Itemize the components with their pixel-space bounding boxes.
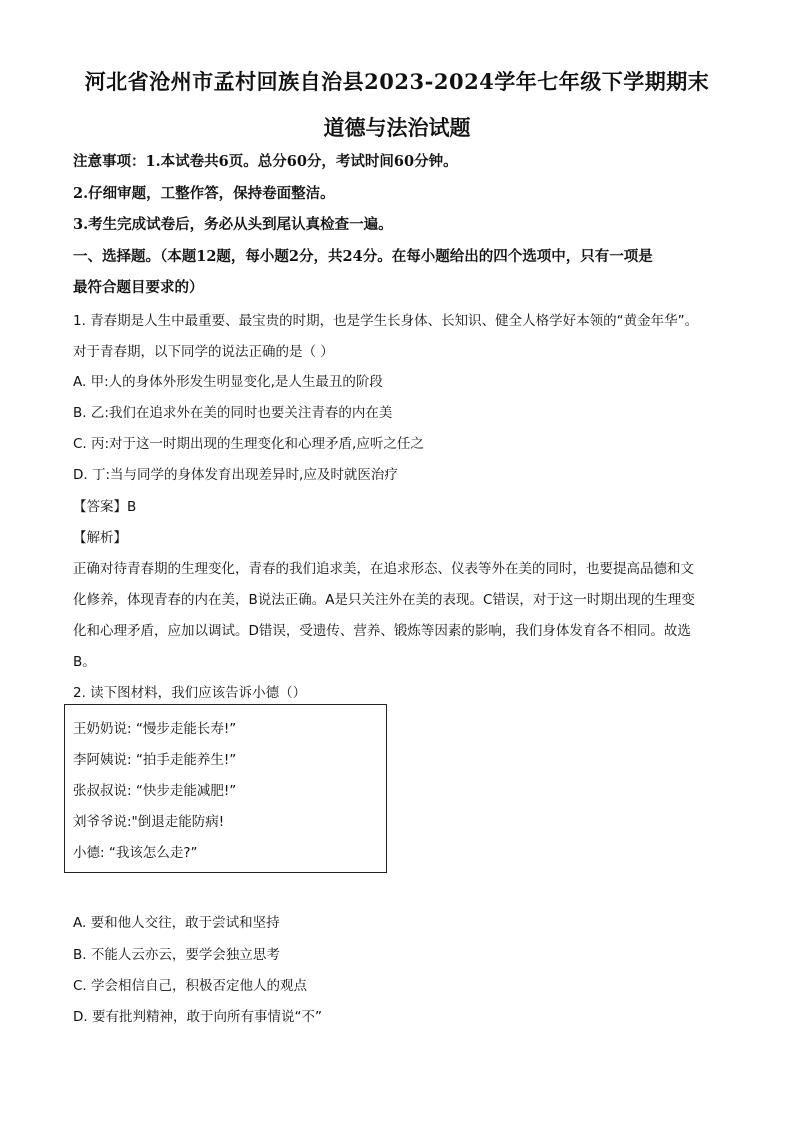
q2-option-d: D. 要有批判精神，敢于向所有事情说“不” [73,1009,322,1025]
q1-option-d: D. 丁:当与同学的身体发育出现差异时,应及时就医治疗 [73,467,398,483]
note-1: 注意事项：1.本试卷共6页。总分60分，考试时间60分钟。 [73,153,458,170]
q1-option-a: A. 甲:人的身体外形发生明显变化,是人生最丑的阶段 [73,374,383,390]
q1-stem-line2: 对于青春期，以下同学的说法正确的是（ ） [73,344,334,360]
q2-option-c: C. 学会相信自己，积极否定他人的观点 [73,978,308,994]
note-2: 2.仔细审题，工整作答，保持卷面整洁。 [73,185,335,202]
q1-analysis-label: 【解析】 [73,530,127,546]
q1-option-c: C. 丙:对于这一时期出现的生理变化和心理矛盾,应听之任之 [73,436,424,452]
q1-analysis-line2: 化修养，体现青春的内在美，B说法正确。A是只关注外在美的表现。C错误，对于这一时期出现的生理变 [73,592,695,608]
q2-box-line1: 王奶奶说: “慢步走能长寿!” [73,721,237,737]
q2-stem: 2. 读下图材料，我们应该告诉小德（） [73,685,307,701]
q2-option-b: B. 不能人云亦云，要学会独立思考 [73,947,280,963]
exam-title-line1: 河北省沧州市孟村回族自治县2023-2024学年七年级下学期期末 [84,69,710,94]
q2-box-line5: 小德: “我该怎么走?” [73,845,198,861]
exam-title-line2: 道德与法治试题 [323,115,471,140]
q1-analysis-line1: 正确对待青春期的生理变化，青春的我们追求美，在追求形态、仪表等外在美的同时，也要提高品德和文 [73,561,694,577]
q2-option-a: A. 要和他人交往，敢于尝试和坚持 [73,915,280,931]
q1-answer: 【答案】B [73,499,137,515]
q1-option-b: B. 乙:我们在追求外在美的同时也要关注青春的内在美 [73,405,393,421]
q1-analysis-line4: B。 [73,654,96,670]
section-heading-line2: 最符合题目要求的） [73,279,204,296]
q1-stem-line1: 1. 青春期是人生中最重要、最宝贵的时期，也是学生长身体、长知识、健全人格学好本领的“黄金年华”。 [73,313,699,329]
note-3: 3.考生完成试卷后，务必从头到尾认真检查一遍。 [73,216,393,233]
q2-box-line2: 李阿姨说: “拍手走能养生!” [73,752,237,768]
q2-box-line3: 张叔叔说: “快步走能减肥!” [73,783,237,799]
q2-material-box [64,704,387,873]
q2-box-line4: 刘爷爷说:"倒退走能防病! [73,814,225,830]
section-heading-line1: 一、选择题。（本题12题，每小题2分，共24分。在每小题给出的四个选项中，只有一项是 [73,248,653,265]
q1-analysis-line3: 化和心理矛盾，应加以调试。D错误，受遗传、营养、锻炼等因素的影响，我们身体发育各不相同。故选 [73,623,691,639]
